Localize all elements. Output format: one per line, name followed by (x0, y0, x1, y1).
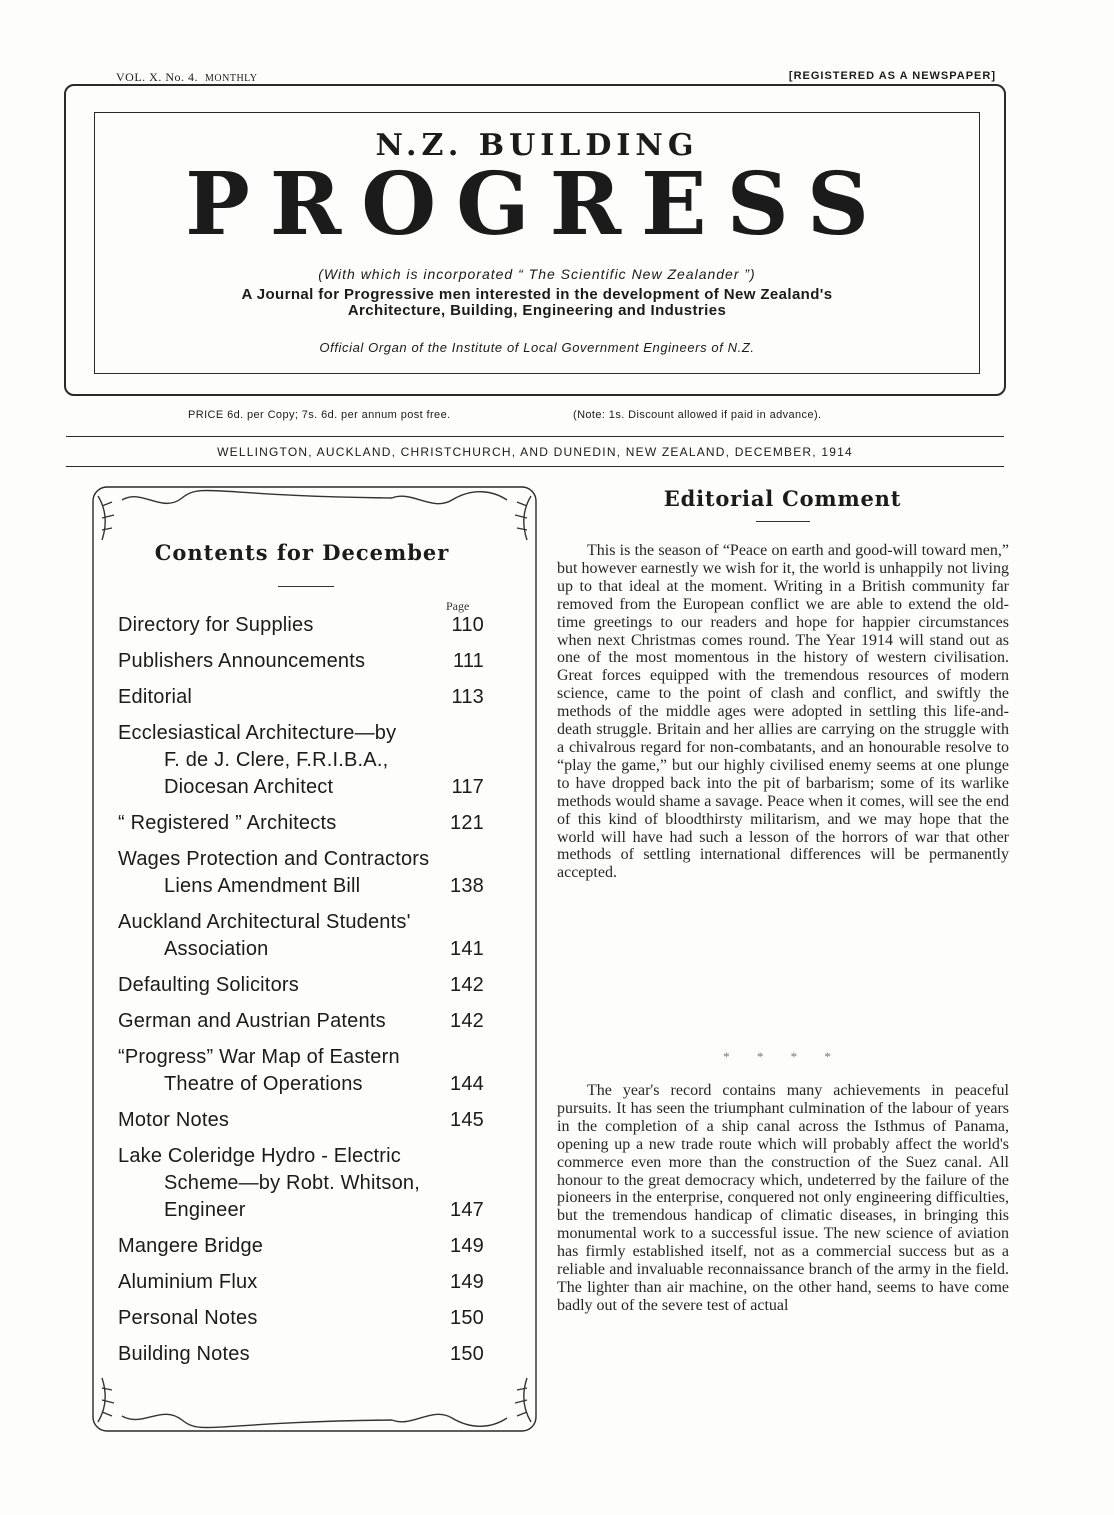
contents-entry-title: Motor Notes (118, 1109, 230, 1131)
contents-list (118, 612, 498, 1368)
contents-entry (118, 1107, 498, 1134)
editorial-title: Editorial Comment (663, 486, 902, 511)
contents-entry-continued (118, 936, 498, 963)
contents-title-rule (278, 586, 334, 587)
contents-entry-title: Wages Protection and Contractors (118, 848, 430, 870)
contents-entry-continued (118, 747, 498, 774)
contents-entry-continued (118, 774, 498, 801)
contents-entry (118, 1269, 498, 1296)
contents-entry-title: Publishers Announcements (118, 650, 366, 672)
journal-description (94, 287, 980, 319)
contents-entry-title: Personal Notes (118, 1307, 258, 1329)
contents-entry-page: 121 (450, 812, 484, 834)
contents-entry (118, 846, 498, 873)
contents-entry-page: 110 (451, 614, 484, 636)
discount-note: (Note: 1s. Discount allowed if paid in advance). (573, 409, 822, 421)
editorial-paragraph-2: The year's record contains many achievements in peaceful pursuits. It has seen the triumphant culmination of the labour of years in the completion of a ship canal across the Isthmus of Panama, opening up a new trade route which will probably affect the world's commerce even more than the construction of the Suez canal. All honour to the great democracy which, undeterred by the failure of the pioneers in the enterprise, conquered not only engineering difficulties, but the tremendous handicap of climatic diseases, in bringing this monumental work to a successful issue. The new science of aviation has firmly established itself, not as a commercial success but as a reliable and invaluable reconnaissance branch of the army in the field. The lighter than air machine, on the other hand, seems to have come badly out of the severe test of actual (557, 1082, 1009, 1314)
contents-entry-title: Editorial (118, 686, 193, 708)
contents-entry (118, 1008, 498, 1035)
contents-title: Contents for December (154, 540, 450, 565)
incorporated-note: (With which is incorporated “ The Scientific New Zealander ”) (318, 266, 756, 282)
contents-entry-title: Lake Coleridge Hydro - Electric (118, 1145, 401, 1167)
registered-notice: [REGISTERED AS A NEWSPAPER] (788, 70, 996, 82)
contents-entry-continued (118, 1071, 498, 1098)
contents-entry-page: 111 (452, 650, 484, 672)
journal-line-1: A Journal for Progressive men interested in the development of New Zealand's (241, 286, 833, 303)
contents-entry-title: Engineer (164, 1199, 246, 1221)
official-organ: Official Organ of the Institute of Local Government Engineers of N.Z. (319, 340, 755, 355)
masthead-subtitle: N.Z. BUILDING (375, 128, 699, 163)
frequency-text: MONTHLY (205, 73, 258, 84)
dateline: WELLINGTON, AUCKLAND, CHRISTCHURCH, AND DUNEDIN, NEW ZEALAND, DECEMBER, 1914 (217, 445, 853, 459)
contents-entry-page: 141 (450, 938, 484, 960)
contents-entry (118, 648, 498, 675)
contents-entry-title: Directory for Supplies (118, 614, 314, 636)
contents-entry-title: Aluminium Flux (118, 1271, 258, 1293)
contents-entry-page: 149 (450, 1271, 484, 1293)
masthead-title: PROGRESS (185, 154, 889, 255)
contents-entry-title: Scheme—by Robt. Whitson, (164, 1172, 421, 1194)
contents-entry-page: 117 (451, 776, 484, 798)
contents-entry (118, 810, 498, 837)
contents-entry-title: Liens Amendment Bill (164, 875, 361, 897)
divider-bottom (66, 466, 1004, 467)
divider-top (66, 436, 1004, 437)
contents-entry-title: F. de J. Clere, F.R.I.B.A., (164, 749, 389, 771)
contents-entry (118, 909, 498, 936)
page-column-label: Page (446, 599, 470, 613)
contents-entry (118, 972, 498, 999)
contents-entry-title: Auckland Architectural Students' (118, 911, 411, 933)
contents-entry-page: 142 (450, 974, 484, 996)
volume-text: VOL. X. No. 4. (116, 70, 198, 84)
section-separator: * * * * (723, 1049, 843, 1064)
contents-entry-title: Ecclesiastical Architecture—by (118, 722, 397, 744)
contents-entry (118, 612, 498, 639)
contents-entry-title: “Progress” War Map of Eastern (118, 1046, 400, 1068)
contents-entry (118, 1233, 498, 1260)
contents-entry-page: 113 (451, 686, 484, 708)
contents-entry (118, 720, 498, 747)
contents-entry (118, 684, 498, 711)
editorial-paragraph-1: This is the season of “Peace on earth and good-will toward men,” but however earnestly we wish for it, the world is unhappily not living up to that ideal at the moment. Writing in a British community far removed from the European conflict we are able to extend the old-time greetings to our readers and hope for happier circumstances when next Christmas comes round. The Year 1914 will stand out as one of the most momentous in the history of western civilisation. Great forces equipped with the tremendous resources of modern science, came to the point of clash and conflict, and swiftly the methods of the middle ages were adopted in settling this life-and-death struggle. Britain and her allies are carrying on the struggle with a chivalrous regard for non-combatants, and an honourable resolve to “play the game,” but our highly civilised enemy seems at one plunge to have dropped back into the pit of barbarism; some of its warlike methods would shame a savage. Peace when it comes, will see the end of this kind of bloodthirsty militarism, and we may hope that the world will have had such a lesson of the horrors of war that other methods of settling international differences will be permanently accepted. (557, 542, 1009, 882)
contents-entry-page: 147 (450, 1199, 484, 1221)
contents-entry-title: “ Registered ” Architects (118, 812, 337, 834)
contents-entry-title: Defaulting Solicitors (118, 974, 299, 996)
contents-entry (118, 1044, 498, 1071)
contents-entry-title: Diocesan Architect (164, 776, 334, 798)
contents-entry (118, 1341, 498, 1368)
contents-entry-title: Mangere Bridge (118, 1235, 264, 1257)
contents-entry-page: 149 (450, 1235, 484, 1257)
contents-entry-continued (118, 873, 498, 900)
editorial-title-rule (756, 521, 810, 522)
contents-entry-continued (118, 1170, 498, 1197)
contents-entry-page: 144 (450, 1073, 484, 1095)
contents-entry-title: Theatre of Operations (164, 1073, 363, 1095)
contents-entry-title: Building Notes (118, 1343, 250, 1365)
volume-number (116, 70, 258, 85)
contents-entry-page: 142 (450, 1010, 484, 1032)
journal-line-2: Architecture, Building, Engineering and Industries (347, 302, 727, 319)
contents-entry-page: 150 (450, 1343, 484, 1365)
contents-entry-title: Association (164, 938, 269, 960)
contents-entry (118, 1143, 498, 1170)
contents-entry-page: 138 (450, 875, 484, 897)
price-text: PRICE 6d. per Copy; 7s. 6d. per annum post free. (188, 409, 451, 421)
contents-entry-title: German and Austrian Patents (118, 1010, 386, 1032)
contents-entry (118, 1305, 498, 1332)
contents-entry-page: 145 (450, 1109, 484, 1131)
contents-entry-page: 150 (450, 1307, 484, 1329)
contents-entry-continued (118, 1197, 498, 1224)
